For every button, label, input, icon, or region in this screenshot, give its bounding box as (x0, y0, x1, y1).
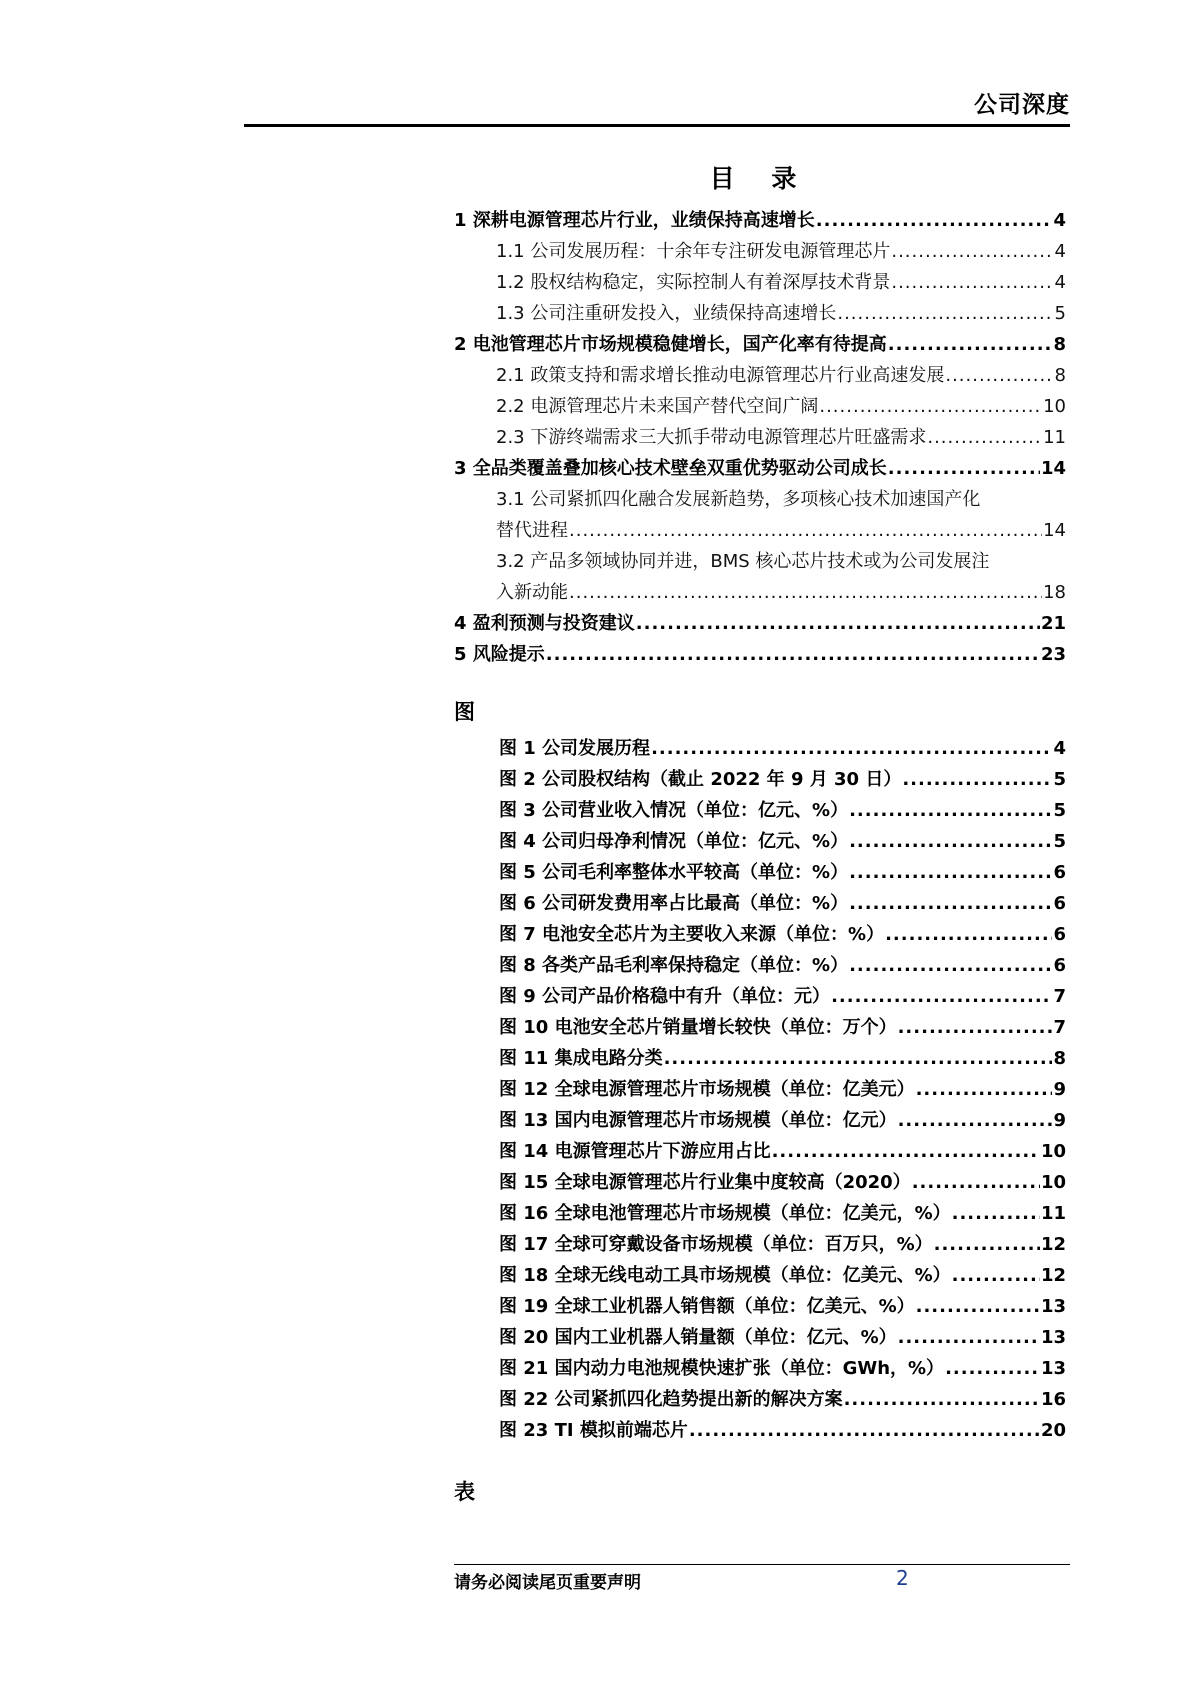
toc-entry-page: 4 (1053, 210, 1066, 231)
dot-leader (952, 1260, 1040, 1291)
dot-leader (816, 205, 1053, 236)
figure-entry-page: 6 (1053, 924, 1066, 945)
dot-leader (952, 1198, 1040, 1229)
figure-entry-text: 图 23 TI 模拟前端芯片 (499, 1420, 688, 1441)
figures-heading: 图 (454, 699, 475, 724)
toc-entry[interactable] (454, 422, 1066, 453)
toc-entry-text-continued: 入新动能 (496, 582, 568, 603)
toc-entry[interactable] (454, 329, 1066, 360)
figure-entry-text: 图 4 公司归母净利情况（单位：亿元、%） (499, 831, 849, 852)
figure-entry[interactable] (454, 826, 1066, 857)
dot-leader (819, 391, 1042, 422)
dot-leader (569, 515, 1042, 546)
figure-entry[interactable] (454, 857, 1066, 888)
dot-leader (844, 1384, 1040, 1415)
figure-entry-text: 图 13 国内电源管理芯片市场规模（单位：亿元） (499, 1110, 897, 1131)
figure-entry-text: 图 21 国内动力电池规模快速扩张（单位：GWh，%） (499, 1358, 945, 1379)
toc-entry[interactable] (454, 205, 1066, 236)
figure-entry-text: 图 5 公司毛利率整体水平较高（单位：%） (499, 862, 849, 883)
figure-entry-page: 12 (1040, 1265, 1066, 1286)
toc-entry-page: 4 (1054, 272, 1066, 293)
toc-entry[interactable] (454, 360, 1066, 391)
figure-entry[interactable] (454, 1167, 1066, 1198)
toc-entry-page: 5 (1054, 303, 1066, 324)
dot-leader (885, 919, 1052, 950)
figure-entry-text: 图 15 全球电源管理芯片行业集中度较高（2020） (499, 1172, 911, 1193)
figure-entry[interactable] (454, 888, 1066, 919)
figure-entry-text: 图 20 国内工业机器人销量额（单位：亿元、%） (499, 1327, 897, 1348)
figure-entry[interactable] (454, 1012, 1066, 1043)
figure-entry-text: 图 16 全球电池管理芯片市场规模（单位：亿美元，%） (499, 1203, 951, 1224)
header-divider (244, 124, 1070, 127)
toc-entry-page: 14 (1040, 458, 1066, 479)
toc-entry-page: 8 (1054, 365, 1066, 386)
toc-title: 目 录 (709, 164, 811, 193)
toc-entry-text: 2 电池管理芯片市场规模稳健增长，国产化率有待提高 (454, 334, 887, 355)
figure-entry[interactable] (454, 795, 1066, 826)
figure-entry-page: 9 (1053, 1110, 1066, 1131)
toc-entry-page: 23 (1040, 644, 1066, 665)
toc-entry-page: 11 (1043, 427, 1066, 448)
figure-entry-page: 4 (1053, 738, 1066, 759)
figure-entry-text: 图 2 公司股权结构（截止 2022 年 9 月 30 日） (499, 769, 902, 790)
toc-entry-text: 1.1 公司发展历程：十余年专注研发电源管理芯片 (496, 241, 891, 262)
dot-leader (888, 329, 1053, 360)
toc-entry[interactable] (454, 236, 1066, 267)
dot-leader (636, 608, 1040, 639)
figure-entry[interactable] (454, 1353, 1066, 1384)
figure-entry[interactable] (454, 950, 1066, 981)
figure-entry-page: 5 (1053, 769, 1066, 790)
figure-entry-page: 6 (1053, 893, 1066, 914)
dot-leader (912, 1167, 1040, 1198)
header-title: 公司深度 (974, 91, 1070, 118)
dot-leader (898, 1105, 1053, 1136)
figure-entry[interactable] (454, 764, 1066, 795)
figure-entry-page: 5 (1053, 800, 1066, 821)
page-number: 2 (896, 1566, 909, 1590)
dot-leader (898, 1322, 1040, 1353)
dot-leader (831, 981, 1052, 1012)
figure-entry[interactable] (454, 1105, 1066, 1136)
dot-leader (849, 857, 1052, 888)
figure-entry-text: 图 10 电池安全芯片销量增长较快（单位：万个） (499, 1017, 897, 1038)
figure-entry-page: 16 (1040, 1389, 1066, 1410)
dot-leader (898, 1012, 1053, 1043)
figure-entry-page: 10 (1040, 1172, 1066, 1193)
figure-entry-text: 图 9 公司产品价格稳中有升（单位：元） (499, 986, 831, 1007)
dot-leader (546, 639, 1040, 670)
toc-entry[interactable] (454, 391, 1066, 422)
figure-entry-text: 图 3 公司营业收入情况（单位：亿元、%） (499, 800, 849, 821)
figure-entry-text: 图 6 公司研发费用率占比最高（单位：%） (499, 893, 849, 914)
figure-entry-page: 11 (1040, 1203, 1066, 1224)
toc-entry-page: 14 (1043, 520, 1066, 541)
figure-entry-page: 13 (1040, 1296, 1066, 1317)
toc-entry-text: 3.1 公司紧抓四化融合发展新趋势，多项核心技术加速国产化 (496, 489, 981, 510)
dot-leader (837, 298, 1053, 329)
figure-entry-page: 6 (1053, 862, 1066, 883)
figure-entry-page: 5 (1053, 831, 1066, 852)
figure-entry-text: 图 17 全球可穿戴设备市场规模（单位：百万只，%） (499, 1234, 933, 1255)
toc-entry-text: 1.2 股权结构稳定，实际控制人有着深厚技术背景 (496, 272, 891, 293)
figure-entry-text: 图 11 集成电路分类 (499, 1048, 663, 1069)
figure-entry-page: 8 (1053, 1048, 1066, 1069)
toc-entry-text: 2.3 下游终端需求三大抓手带动电源管理芯片旺盛需求 (496, 427, 927, 448)
figure-entry-page: 20 (1040, 1420, 1066, 1441)
figure-entry-text: 图 19 全球工业机器人销售额（单位：亿美元、%） (499, 1296, 915, 1317)
figure-entry[interactable] (454, 1074, 1066, 1105)
toc-entry[interactable] (454, 608, 1066, 639)
dot-leader (888, 453, 1040, 484)
figure-entry-page: 9 (1053, 1079, 1066, 1100)
toc-entry-page: 4 (1054, 241, 1066, 262)
figure-entry-text: 图 18 全球无线电动工具市场规模（单位：亿美元、%） (499, 1265, 951, 1286)
figure-entry[interactable] (454, 1322, 1066, 1353)
figure-entry-text: 图 1 公司发展历程 (499, 738, 651, 759)
toc-entry-page: 8 (1053, 334, 1066, 355)
toc-entry[interactable] (454, 639, 1066, 670)
dot-leader (664, 1043, 1053, 1074)
figure-entry-page: 6 (1053, 955, 1066, 976)
toc-entry-page: 10 (1043, 396, 1066, 417)
dot-leader (902, 764, 1052, 795)
toc-entry-text: 4 盈利预测与投资建议 (454, 613, 635, 634)
figure-entry-text: 图 7 电池安全芯片为主要收入来源（单位：%） (499, 924, 885, 945)
toc-entry-text: 1 深耕电源管理芯片行业，业绩保持高速增长 (454, 210, 815, 231)
toc-entry-page: 18 (1043, 582, 1066, 603)
toc-entry-text: 2.2 电源管理芯片未来国产替代空间广阔 (496, 396, 819, 417)
figure-entry[interactable] (454, 1384, 1066, 1415)
dot-leader (927, 422, 1042, 453)
toc-entry-text: 5 风险提示 (454, 644, 545, 665)
figure-entry[interactable] (454, 1043, 1066, 1074)
figure-entry[interactable] (454, 733, 1066, 764)
tables-heading: 表 (454, 1479, 475, 1504)
toc-entry-text: 3 全品类覆盖叠加核心技术壁垒双重优势驱动公司成长 (454, 458, 887, 479)
dot-leader (849, 950, 1052, 981)
dot-leader (891, 236, 1053, 267)
figure-list (454, 733, 1066, 1446)
figure-entry[interactable] (454, 919, 1066, 950)
figure-entry-text: 图 8 各类产品毛利率保持稳定（单位：%） (499, 955, 849, 976)
dot-leader (689, 1415, 1040, 1446)
dot-leader (849, 795, 1052, 826)
dot-leader (849, 888, 1052, 919)
toc-entry[interactable] (454, 546, 1066, 608)
figure-entry[interactable] (454, 1291, 1066, 1322)
toc-entry-text: 2.1 政策支持和需求增长推动电源管理芯片行业高速发展 (496, 365, 945, 386)
dot-leader (945, 360, 1053, 391)
figure-entry-page: 13 (1040, 1358, 1066, 1379)
figure-entry-text: 图 12 全球电源管理芯片市场规模（单位：亿美元） (499, 1079, 915, 1100)
figure-entry-text: 图 14 电源管理芯片下游应用占比 (499, 1141, 771, 1162)
toc-entry-text-continued: 替代进程 (496, 520, 568, 541)
table-of-contents (454, 205, 1066, 1507)
dot-leader (916, 1291, 1040, 1322)
dot-leader (916, 1074, 1053, 1105)
toc-entry[interactable] (454, 267, 1066, 298)
dot-leader (849, 826, 1052, 857)
figure-entry-page: 10 (1040, 1141, 1066, 1162)
figure-entry-page: 13 (1040, 1327, 1066, 1348)
figure-entry[interactable] (454, 1136, 1066, 1167)
figure-entry[interactable] (454, 1260, 1066, 1291)
figure-entry-page: 12 (1040, 1234, 1066, 1255)
figure-entry-text: 图 22 公司紧抓四化趋势提出新的解决方案 (499, 1389, 843, 1410)
figure-entry-page: 7 (1053, 1017, 1066, 1038)
figure-entry-page: 7 (1053, 986, 1066, 1007)
footer-notice: 请务必阅读尾页重要声明 (454, 1573, 641, 1593)
dot-leader (945, 1353, 1040, 1384)
dot-leader (569, 577, 1042, 608)
dot-leader (934, 1229, 1040, 1260)
toc-entry-text: 3.2 产品多领域协同并进，BMS 核心芯片技术或为公司发展注 (496, 551, 990, 572)
figure-entry[interactable] (454, 1415, 1066, 1446)
figure-entry[interactable] (454, 1229, 1066, 1260)
toc-entry[interactable] (454, 484, 1066, 546)
toc-entry-page: 21 (1040, 613, 1066, 634)
toc-entry[interactable] (454, 453, 1066, 484)
toc-entry-text: 1.3 公司注重研发投入，业绩保持高速增长 (496, 303, 837, 324)
dot-leader (891, 267, 1053, 298)
toc-entry[interactable] (454, 298, 1066, 329)
footer-divider (454, 1564, 1070, 1565)
figure-entry[interactable] (454, 1198, 1066, 1229)
figure-entry[interactable] (454, 981, 1066, 1012)
dot-leader (772, 1136, 1040, 1167)
dot-leader (651, 733, 1052, 764)
